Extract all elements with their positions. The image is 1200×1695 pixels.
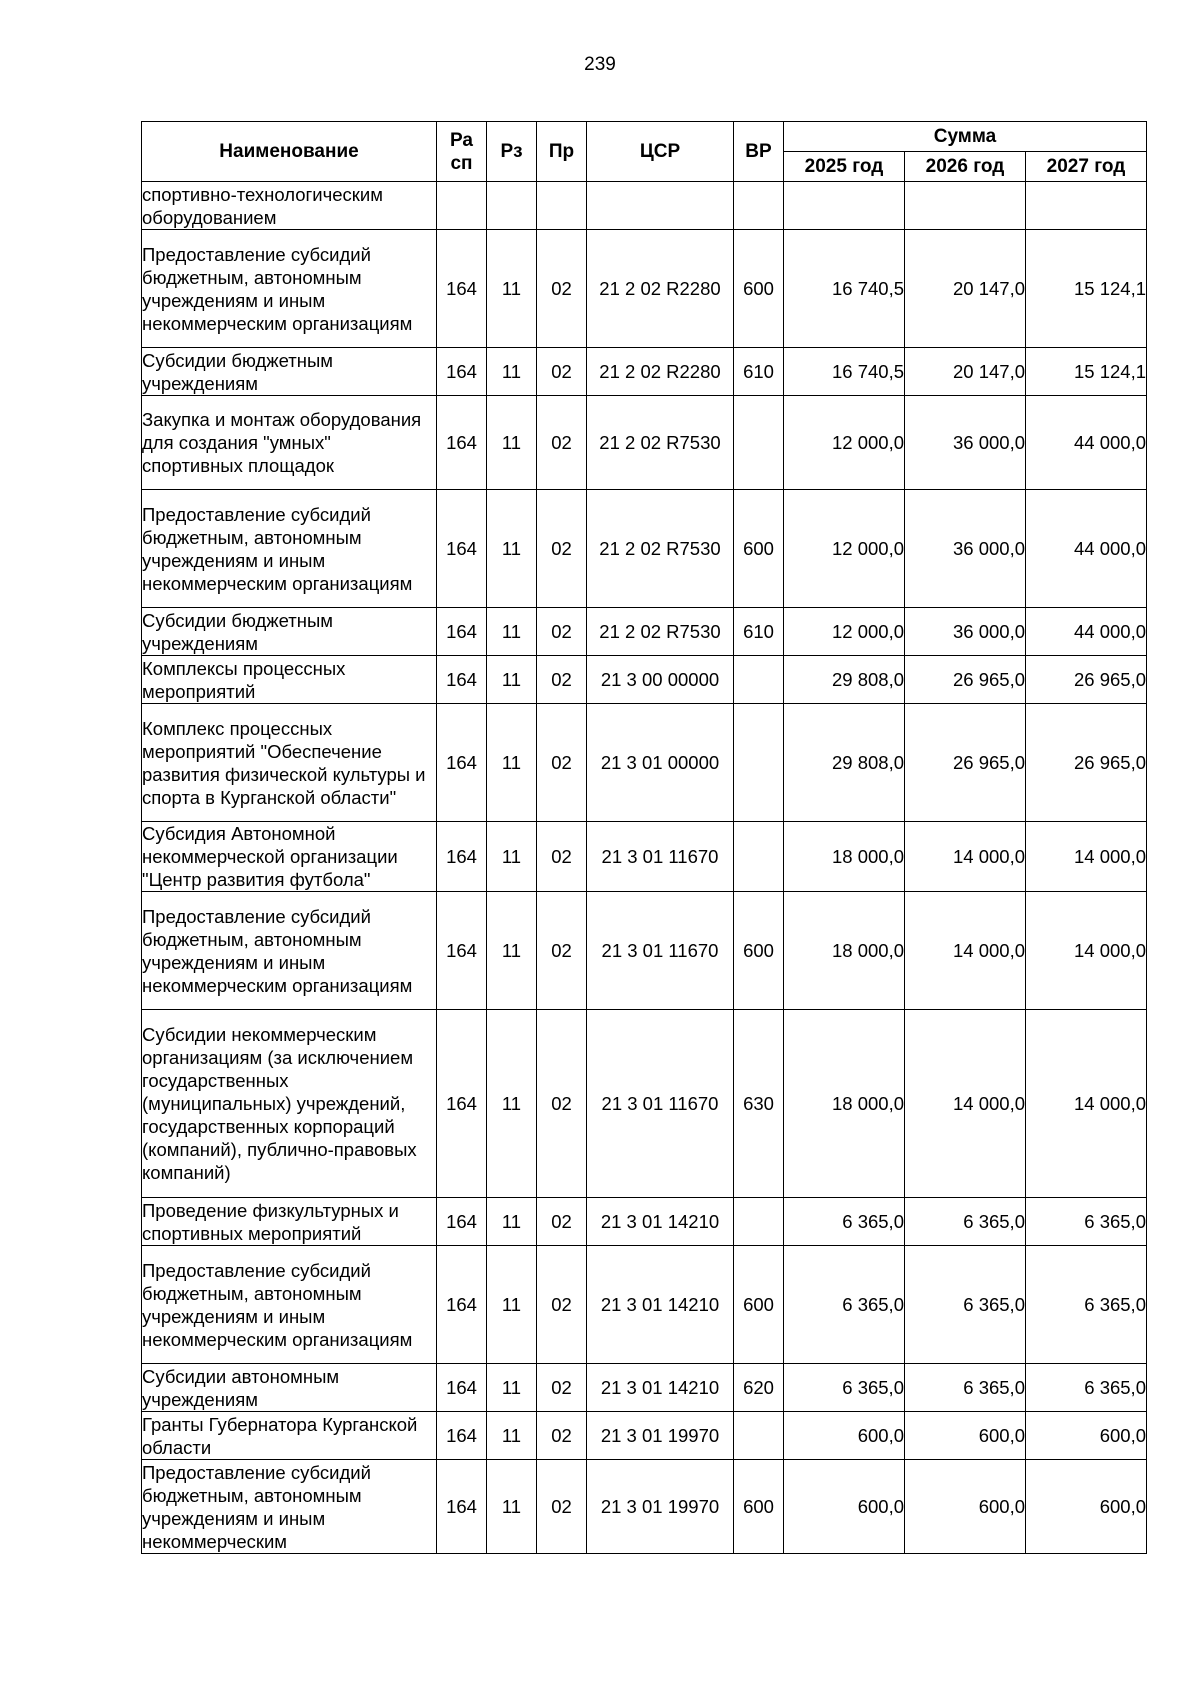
- row-vr: 630: [734, 1010, 784, 1198]
- row-sum-2027: [1026, 182, 1147, 230]
- table-row: [142, 182, 1147, 230]
- header-name: Наименование: [142, 122, 437, 182]
- header-2027: 2027 год: [1026, 152, 1147, 182]
- row-pr: 02: [537, 490, 587, 608]
- row-rasp: 164: [437, 822, 487, 892]
- row-vr: 600: [734, 1246, 784, 1364]
- table-row: [142, 1010, 1147, 1198]
- row-csr: 21 3 01 14210: [587, 1246, 734, 1364]
- row-pr: 02: [537, 1198, 587, 1246]
- row-sum-2026: 36 000,0: [905, 490, 1026, 608]
- row-sum-2026: 26 965,0: [905, 656, 1026, 704]
- row-csr: 21 2 02 R7530: [587, 490, 734, 608]
- row-name: Субсидии бюджетным учреждениям: [142, 608, 437, 656]
- table-row: [142, 656, 1147, 704]
- header-rz: Рз: [487, 122, 537, 182]
- row-rz: 11: [487, 822, 537, 892]
- row-pr: 02: [537, 1246, 587, 1364]
- row-name: Предоставление субсидий бюджетным, автономным учреждениям и иным некоммерческим организациям: [142, 230, 437, 348]
- row-name: Гранты Губернатора Курганской области: [142, 1412, 437, 1460]
- row-name: Субсидия Автономной некоммерческой организации "Центр развития футбола": [142, 822, 437, 892]
- row-rasp: 164: [437, 230, 487, 348]
- table-row: [142, 1198, 1147, 1246]
- row-sum-2025: 6 365,0: [784, 1246, 905, 1364]
- row-csr: 21 3 01 11670: [587, 822, 734, 892]
- table-row: [142, 1460, 1147, 1554]
- row-vr: [734, 822, 784, 892]
- row-pr: 02: [537, 348, 587, 396]
- row-name: Закупка и монтаж оборудования для создания "умных" спортивных площадок: [142, 396, 437, 490]
- row-rasp: 164: [437, 396, 487, 490]
- row-rasp: 164: [437, 704, 487, 822]
- row-sum-2027: 6 365,0: [1026, 1198, 1147, 1246]
- row-sum-2027: 6 365,0: [1026, 1364, 1147, 1412]
- row-rz: 11: [487, 1412, 537, 1460]
- row-name: Предоставление субсидий бюджетным, автономным учреждениям и иным некоммерческим: [142, 1460, 437, 1554]
- table-row: [142, 490, 1147, 608]
- row-vr: 600: [734, 1460, 784, 1554]
- row-rz: 11: [487, 230, 537, 348]
- row-sum-2025: [784, 182, 905, 230]
- row-rasp: [437, 182, 487, 230]
- table-row: [142, 396, 1147, 490]
- row-csr: 21 3 01 11670: [587, 1010, 734, 1198]
- row-pr: 02: [537, 396, 587, 490]
- row-rasp: 164: [437, 608, 487, 656]
- row-rz: [487, 182, 537, 230]
- row-pr: 02: [537, 230, 587, 348]
- row-rz: 11: [487, 704, 537, 822]
- row-pr: 02: [537, 1412, 587, 1460]
- row-sum-2025: 6 365,0: [784, 1198, 905, 1246]
- row-sum-2026: 6 365,0: [905, 1364, 1026, 1412]
- row-name: Предоставление субсидий бюджетным, автономным учреждениям и иным некоммерческим организациям: [142, 892, 437, 1010]
- header-vr: ВР: [734, 122, 784, 182]
- row-rz: 11: [487, 396, 537, 490]
- row-sum-2026: 14 000,0: [905, 822, 1026, 892]
- row-pr: 02: [537, 1364, 587, 1412]
- table-row: [142, 1412, 1147, 1460]
- row-sum-2025: 12 000,0: [784, 608, 905, 656]
- header-2025: 2025 год: [784, 152, 905, 182]
- row-rz: 11: [487, 490, 537, 608]
- row-rasp: 164: [437, 1198, 487, 1246]
- row-sum-2026: 36 000,0: [905, 396, 1026, 490]
- row-rz: 11: [487, 892, 537, 1010]
- row-vr: [734, 396, 784, 490]
- row-csr: 21 3 01 00000: [587, 704, 734, 822]
- row-csr: 21 3 01 19970: [587, 1412, 734, 1460]
- row-sum-2027: 15 124,1: [1026, 348, 1147, 396]
- row-sum-2026: 600,0: [905, 1412, 1026, 1460]
- row-rz: 11: [487, 1460, 537, 1554]
- row-sum-2027: 26 965,0: [1026, 656, 1147, 704]
- row-name: Предоставление субсидий бюджетным, автономным учреждениям и иным некоммерческим организациям: [142, 490, 437, 608]
- header-rasp: [437, 122, 487, 182]
- budget-table: [141, 121, 1147, 1554]
- row-name: Комплексы процессных мероприятий: [142, 656, 437, 704]
- row-sum-2025: 600,0: [784, 1412, 905, 1460]
- row-sum-2026: 6 365,0: [905, 1198, 1026, 1246]
- row-pr: 02: [537, 1460, 587, 1554]
- row-name: Субсидии бюджетным учреждениям: [142, 348, 437, 396]
- row-name: Субсидии некоммерческим организациям (за исключением государственных (муниципальных) учреждений, государственных корпораций (компаний), публично-правовых компаний): [142, 1010, 437, 1198]
- row-pr: 02: [537, 1010, 587, 1198]
- table-row: [142, 230, 1147, 348]
- row-sum-2026: 26 965,0: [905, 704, 1026, 822]
- row-rasp: 164: [437, 1412, 487, 1460]
- row-sum-2026: 6 365,0: [905, 1246, 1026, 1364]
- header-rasp-line1: Ра: [450, 129, 473, 151]
- row-name: Субсидии автономным учреждениям: [142, 1364, 437, 1412]
- row-vr: [734, 656, 784, 704]
- row-csr: 21 3 01 19970: [587, 1460, 734, 1554]
- row-sum-2025: 18 000,0: [784, 1010, 905, 1198]
- row-rasp: 164: [437, 1364, 487, 1412]
- row-sum-2027: 14 000,0: [1026, 892, 1147, 1010]
- row-vr: 610: [734, 608, 784, 656]
- header-csr: ЦСР: [587, 122, 734, 182]
- row-rz: 11: [487, 656, 537, 704]
- table-row: [142, 704, 1147, 822]
- table-row: [142, 608, 1147, 656]
- row-sum-2026: 14 000,0: [905, 1010, 1026, 1198]
- header-pr: Пр: [537, 122, 587, 182]
- row-sum-2026: 36 000,0: [905, 608, 1026, 656]
- row-sum-2027: 600,0: [1026, 1460, 1147, 1554]
- row-sum-2025: 18 000,0: [784, 892, 905, 1010]
- row-sum-2027: 44 000,0: [1026, 490, 1147, 608]
- row-sum-2025: 12 000,0: [784, 396, 905, 490]
- row-csr: 21 3 01 14210: [587, 1198, 734, 1246]
- row-sum-2026: 600,0: [905, 1460, 1026, 1554]
- row-name: Комплекс процессных мероприятий "Обеспечение развития физической культуры и спорта в Курганской области": [142, 704, 437, 822]
- row-csr: 21 2 02 R2280: [587, 230, 734, 348]
- row-rz: 11: [487, 1198, 537, 1246]
- row-sum-2027: 14 000,0: [1026, 1010, 1147, 1198]
- row-csr: 21 2 02 R2280: [587, 348, 734, 396]
- row-vr: 610: [734, 348, 784, 396]
- page-number: 239: [584, 54, 616, 75]
- table-row: [142, 1364, 1147, 1412]
- row-vr: [734, 1412, 784, 1460]
- header-summa: Сумма: [784, 122, 1147, 152]
- table-row: [142, 1246, 1147, 1364]
- row-name: спортивно-технологическим оборудованием: [142, 182, 437, 230]
- row-sum-2027: 14 000,0: [1026, 822, 1147, 892]
- table-row: [142, 822, 1147, 892]
- row-pr: 02: [537, 892, 587, 1010]
- row-rasp: 164: [437, 892, 487, 1010]
- row-csr: 21 2 02 R7530: [587, 396, 734, 490]
- row-vr: 600: [734, 490, 784, 608]
- row-sum-2025: 16 740,5: [784, 348, 905, 396]
- row-sum-2025: 16 740,5: [784, 230, 905, 348]
- row-name: Предоставление субсидий бюджетным, автономным учреждениям и иным некоммерческим организациям: [142, 1246, 437, 1364]
- row-rasp: 164: [437, 490, 487, 608]
- row-sum-2025: 18 000,0: [784, 822, 905, 892]
- row-rz: 11: [487, 1010, 537, 1198]
- row-rz: 11: [487, 1246, 537, 1364]
- row-rz: 11: [487, 608, 537, 656]
- header-rasp-line2: сп: [450, 152, 473, 174]
- row-rasp: 164: [437, 656, 487, 704]
- row-rasp: 164: [437, 348, 487, 396]
- row-pr: 02: [537, 822, 587, 892]
- row-vr: 600: [734, 230, 784, 348]
- row-csr: [587, 182, 734, 230]
- row-rasp: 164: [437, 1246, 487, 1364]
- row-sum-2027: 6 365,0: [1026, 1246, 1147, 1364]
- row-vr: 620: [734, 1364, 784, 1412]
- row-pr: 02: [537, 704, 587, 822]
- row-sum-2027: 15 124,1: [1026, 230, 1147, 348]
- table-body: [142, 182, 1147, 1554]
- header-2026: 2026 год: [905, 152, 1026, 182]
- row-vr: [734, 1198, 784, 1246]
- row-sum-2026: 14 000,0: [905, 892, 1026, 1010]
- row-vr: [734, 182, 784, 230]
- row-csr: 21 2 02 R7530: [587, 608, 734, 656]
- table-row: [142, 892, 1147, 1010]
- row-sum-2025: 12 000,0: [784, 490, 905, 608]
- row-pr: [537, 182, 587, 230]
- row-rasp: 164: [437, 1010, 487, 1198]
- row-vr: 600: [734, 892, 784, 1010]
- row-sum-2025: 29 808,0: [784, 656, 905, 704]
- row-sum-2027: 44 000,0: [1026, 608, 1147, 656]
- row-sum-2027: 44 000,0: [1026, 396, 1147, 490]
- row-csr: 21 3 01 11670: [587, 892, 734, 1010]
- row-sum-2025: 29 808,0: [784, 704, 905, 822]
- row-vr: [734, 704, 784, 822]
- row-sum-2027: 26 965,0: [1026, 704, 1147, 822]
- row-sum-2026: 20 147,0: [905, 348, 1026, 396]
- row-pr: 02: [537, 608, 587, 656]
- row-sum-2025: 6 365,0: [784, 1364, 905, 1412]
- table-row: [142, 348, 1147, 396]
- row-sum-2027: 600,0: [1026, 1412, 1147, 1460]
- row-rasp: 164: [437, 1460, 487, 1554]
- row-csr: 21 3 00 00000: [587, 656, 734, 704]
- row-rz: 11: [487, 1364, 537, 1412]
- row-rz: 11: [487, 348, 537, 396]
- row-sum-2025: 600,0: [784, 1460, 905, 1554]
- row-sum-2026: [905, 182, 1026, 230]
- row-csr: 21 3 01 14210: [587, 1364, 734, 1412]
- row-pr: 02: [537, 656, 587, 704]
- row-name: Проведение физкультурных и спортивных мероприятий: [142, 1198, 437, 1246]
- row-sum-2026: 20 147,0: [905, 230, 1026, 348]
